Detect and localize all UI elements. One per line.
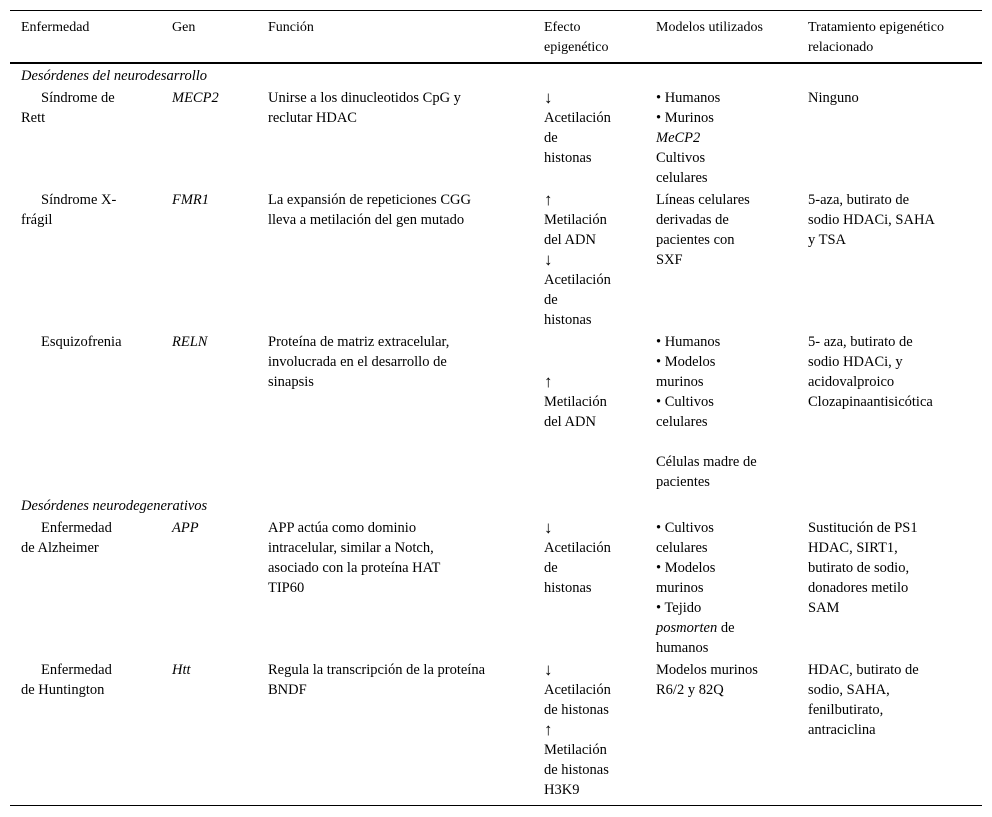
disease-alzheimer: Enfermedad de Alzheimer [21, 520, 112, 556]
gene-alzheimer: APP [172, 520, 199, 536]
function-alzheimer: APP actúa como dominio intracelular, similar a Notch, asociado con la proteína HAT TIP60 [268, 520, 441, 596]
function-esquizofrenia: Proteína de matriz extracelular, involucrada en el desarrollo de sinapsis [268, 334, 450, 390]
down-arrow-icon: ↓ [544, 660, 553, 679]
header-enfermedad: Enfermedad [21, 20, 90, 35]
models-huntington: Modelos murinos R6/2 y 82Q [656, 662, 758, 698]
models-esquizofrenia: • Humanos • Modelos murinos • Cultivos celulares Células madre de pacientes [656, 334, 757, 490]
header-gen: Gen [172, 20, 196, 35]
effect-xfragil: ↑ Metilación del ADN ↓ Acetilación de histonas [544, 190, 644, 330]
header-modelos: Modelos utilizados [656, 20, 763, 35]
gene-rett: MECP2 [172, 90, 219, 106]
disease-xfragil: Síndrome X- frágil [21, 192, 117, 228]
down-arrow-icon: ↓ [544, 518, 553, 537]
function-xfragil: La expansión de repeticiones CGG lleva a metilación del gen mutado [268, 192, 471, 228]
gene-esquizofrenia: RELN [172, 334, 208, 350]
effect-esquizofrenia: ↑ Metilación del ADN [544, 372, 644, 432]
gene-xfragil: FMR1 [172, 192, 210, 208]
down-arrow-icon: ↓ [544, 88, 553, 107]
section-neurodegenerativos: Desórdenes neurodegenerativos [21, 498, 208, 514]
table-top-rule [10, 10, 982, 11]
effect-alzheimer: ↓ Acetilación de histonas [544, 518, 644, 598]
treatment-xfragil: 5-aza, butirato de sodio HDACi, SAHA y TSA [808, 192, 935, 248]
down-arrow-icon: ↓ [544, 250, 553, 269]
treatment-rett: Ninguno [808, 90, 859, 106]
disease-rett: Síndrome de Rett [21, 90, 115, 126]
section-neurodesarrollo: Desórdenes del neurodesarrollo [21, 68, 208, 84]
gene-huntington: Htt [172, 662, 191, 678]
up-arrow-icon: ↑ [544, 372, 553, 391]
models-xfragil: Líneas celulares derivadas de pacientes con SXF [656, 192, 750, 268]
treatment-esquizofrenia: 5- aza, butirato de sodio HDACi, y acidovalproico Clozapinaantisicótica [808, 334, 933, 410]
effect-huntington: ↓ Acetilación de histonas ↑ Metilación de histonas H3K9 [544, 660, 644, 800]
table-bottom-rule [10, 805, 982, 806]
models-rett: • Humanos • Murinos MeCP2 Cultivos celulares [656, 90, 721, 186]
up-arrow-icon: ↑ [544, 720, 553, 739]
function-huntington: Regula la transcripción de la proteína BNDF [268, 662, 486, 698]
disease-huntington: Enfermedad de Huntington [21, 662, 112, 698]
header-funcion: Función [268, 20, 314, 35]
up-arrow-icon: ↑ [544, 190, 553, 209]
table-header-rule [10, 62, 982, 64]
treatment-huntington: HDAC, butirato de sodio, SAHA, fenilbutirato, antraciclina [808, 662, 919, 738]
models-alzheimer: • Cultivos celulares • Modelos murinos • Tejido posmorten de humanos [656, 520, 735, 656]
effect-rett: ↓ Acetilación de histonas [544, 88, 644, 168]
function-rett: Unirse a los dinucleotidos CpG y reclutar HDAC [268, 90, 461, 126]
disease-esquizofrenia: Esquizofrenia [41, 334, 122, 350]
header-tratamiento: Tratamiento epigenético relacionado [808, 20, 944, 55]
header-efecto: Efecto epigenético [544, 20, 609, 55]
treatment-alzheimer: Sustitución de PS1 HDAC, SIRT1, butirato de sodio, donadores metilo SAM [808, 520, 918, 616]
